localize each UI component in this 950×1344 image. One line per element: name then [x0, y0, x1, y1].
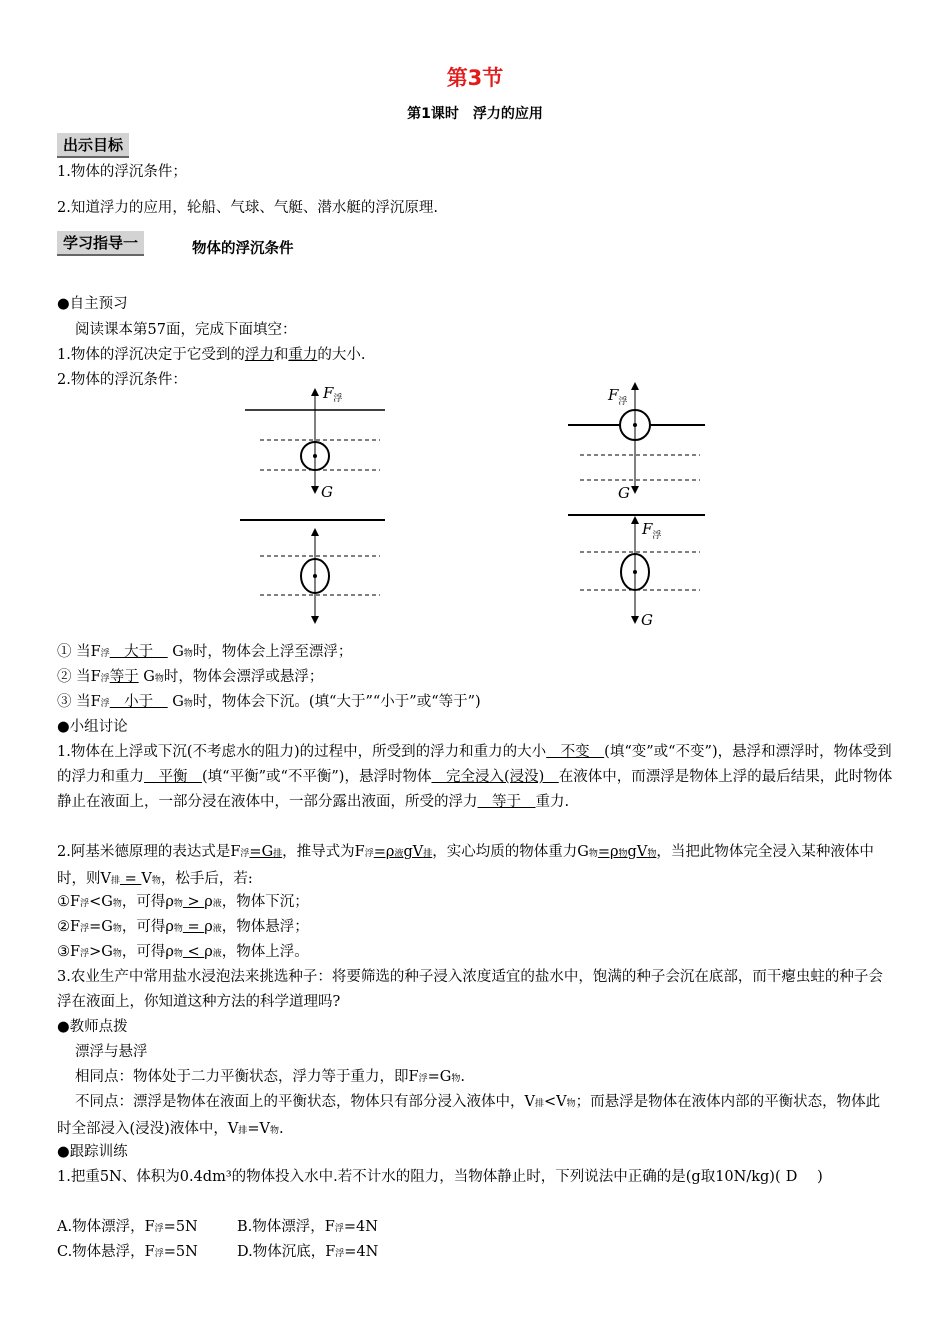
force-label-g: G: [321, 483, 333, 501]
option-a: A.物体漂浮，F浮=5N: [57, 1219, 198, 1235]
preview-intro: 阅读课本第57面，完成下面填空：: [75, 322, 297, 338]
answer-blank: 等于: [109, 669, 139, 685]
guide-title: 物体的浮沉条件: [192, 241, 294, 257]
answer-blank: >: [182, 894, 205, 910]
guide-tag: 学习指导一: [57, 231, 144, 256]
training-heading: ● 跟踪训练: [57, 1140, 128, 1161]
preview-q2: 2.物体的浮沉条件：: [57, 372, 187, 388]
rule-3: ③F浮>G物，可得ρ物 < ρ液，物体上浮。: [57, 944, 309, 960]
diagram-left: [230, 380, 400, 630]
answer-blank: =ρ物gV物: [597, 844, 657, 860]
force-label-f: $F_浮$: [642, 520, 662, 541]
answer-blank: <: [182, 944, 205, 960]
goals-tag: 出示目标: [57, 133, 129, 158]
answer-blank: =: [182, 919, 205, 935]
preview-heading: ● 自主预习: [57, 292, 128, 313]
force-label-g: G: [641, 611, 653, 629]
answer-blank: 小于: [109, 694, 168, 710]
page-subtitle: 第1课时 浮力的应用: [407, 106, 543, 122]
condition-1: ① 当F浮 大于 G物时，物体会上浮至漂浮；: [57, 644, 353, 660]
force-label-f: $F_浮$: [323, 384, 343, 404]
teacher-t2: 相同点：物体处于二力平衡状态，浮力等于重力，即F浮=G物.: [75, 1069, 465, 1085]
answer-blank: 大于: [109, 644, 168, 660]
option-d: D.物体沉底，F浮=4N: [237, 1244, 379, 1260]
goal-item: 2.知道浮力的应用，轮船、气球、气艇、潜水艇的浮沉原理.: [57, 200, 438, 216]
answer-blank: 浮力: [244, 347, 274, 363]
option-c: C.物体悬浮，F浮=5N: [57, 1244, 198, 1260]
answer-blank: =ρ液gV排: [373, 844, 433, 860]
diagram-right: [560, 380, 720, 640]
discussion-heading: ● 小组讨论: [57, 715, 128, 736]
discussion-p2: 2.阿基米德原理的表达式是F浮=G排，推导式为F浮=ρ液gV排，实心均质的物体重力G物=ρ物gV物，当把此物体完全浸入某种液体中时，则V排 = V物，松手后，若:: [57, 844, 874, 887]
answer-choice: D: [785, 1169, 798, 1185]
teacher-heading: ● 教师点拨: [57, 1015, 128, 1036]
teacher-t1: 漂浮与悬浮: [75, 1044, 148, 1060]
page-title: 第3节: [446, 66, 504, 90]
condition-3: ③ 当F浮 小于 G物时，物体会下沉。(填“大于”“小于”或“等于”): [57, 694, 481, 710]
force-label-g: G: [618, 484, 630, 502]
answer-blank: =: [120, 871, 142, 887]
rule-1: ①F浮<G物，可得ρ物 > ρ液，物体下沉；: [57, 894, 309, 910]
option-b: B.物体漂浮，F浮=4N: [237, 1219, 378, 1235]
answer-blank: =G排: [249, 844, 283, 860]
goal-item: 1.物体的浮沉条件；: [57, 164, 187, 180]
teacher-t3: 不同点：漂浮是物体在液面上的平衡状态，物体只有部分浸入液体中，V排<V物；而悬浮是物体在液体内部的平衡状态，物体此时全部浸入(浸没)液体中，V排=V物.: [57, 1094, 881, 1137]
answer-blank: 不变: [546, 744, 605, 760]
answer-blank: 重力: [288, 347, 318, 363]
answer-blank: 平衡: [144, 769, 202, 785]
answer-blank: 等于: [477, 794, 536, 810]
answer-blank: 完全浸入(浸没): [431, 769, 559, 785]
rule-2: ②F浮=G物，可得ρ物 = ρ液，物体悬浮；: [57, 919, 309, 935]
discussion-p1: 1.物体在上浮或下沉(不考虑水的阻力)的过程中，所受到的浮力和重力的大小 不变 (填“变”或“不变”)，悬浮和漂浮时，物体受到的浮力和重力 平衡 (填“平衡”或“不平衡”)，悬浮时物体 完全浸入(浸没) 在液体中，而漂浮是物体上浮的最后结果，此时物体静止在液面上，一部分浸在液体中，一部分露出液面，所受的浮力 等于 重力.: [57, 744, 893, 810]
force-label-f: $F_浮$: [608, 386, 628, 407]
discussion-p3: 3.农业生产中常用盐水浸泡法来挑选种子：将要筛选的种子浸入浓度适宜的盐水中，饱满的种子会沉在底部，而干瘪虫蛀的种子会浮在液面上，你知道这种方法的科学道理吗?: [57, 969, 883, 1010]
training-q1: 1.把重5N、体积为0.4dm³的物体投入水中.若不计水的阻力，当物体静止时，下列说法中正确的是(g取10N/kg)( D ): [57, 1165, 893, 1190]
condition-2: ② 当F浮等于 G物时，物体会漂浮或悬浮；: [57, 669, 324, 685]
preview-q1: 1.物体的浮沉决定于它受到的浮力和重力的大小.: [57, 347, 366, 363]
